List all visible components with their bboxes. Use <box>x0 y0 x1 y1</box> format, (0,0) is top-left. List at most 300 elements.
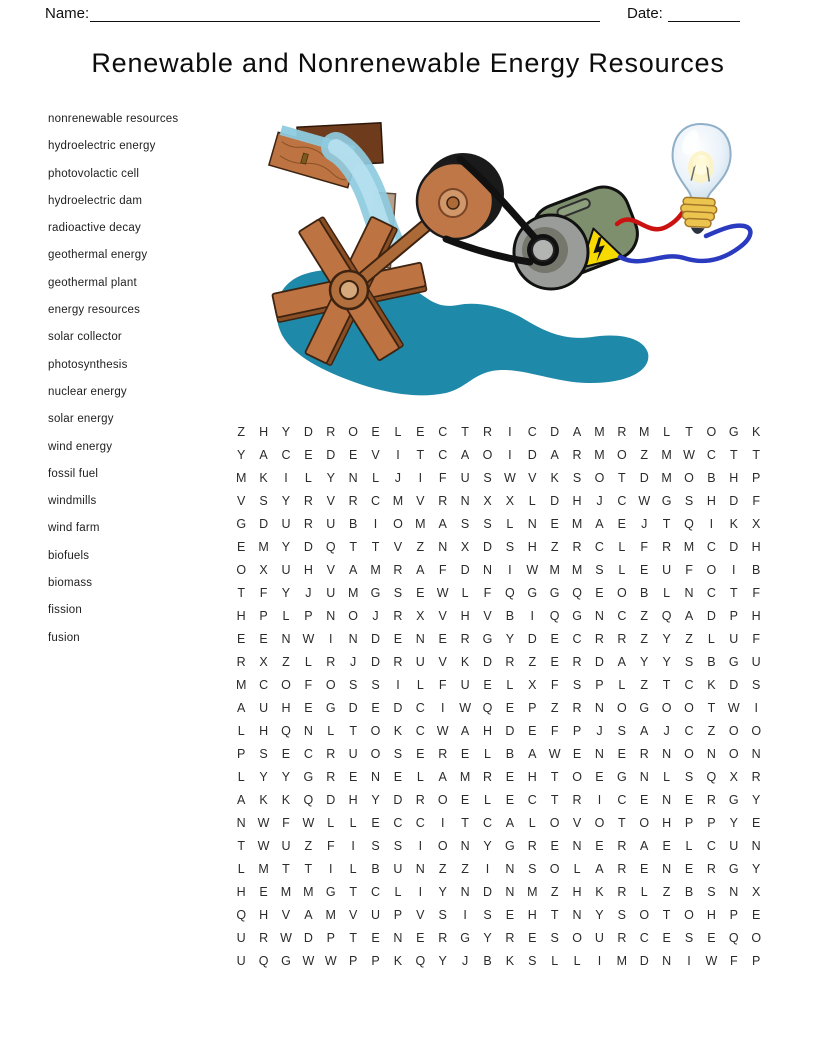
grid-letter: F <box>259 585 268 600</box>
grid-letter: N <box>751 838 761 853</box>
grid-letter: T <box>349 539 357 554</box>
grid-letter: Z <box>685 631 693 646</box>
grid-letter: Y <box>281 769 291 784</box>
grid-letter: V <box>416 907 425 922</box>
date-label: Date: <box>627 5 663 22</box>
grid-letter: S <box>572 470 582 485</box>
grid-letter: O <box>706 424 717 439</box>
grid-letter: Q <box>303 792 314 807</box>
grid-letter: D <box>729 677 739 692</box>
grid-letter: O <box>616 585 627 600</box>
grid-letter: E <box>371 424 380 439</box>
grid-letter: P <box>729 907 738 922</box>
grid-letter: Y <box>662 631 671 646</box>
grid-letter: S <box>483 470 492 485</box>
grid-letter: W <box>302 815 315 830</box>
grid-letter: U <box>415 654 425 669</box>
grid-letter: E <box>505 792 515 807</box>
grid-letter: O <box>236 562 247 577</box>
grid-letter: D <box>393 792 403 807</box>
grid-letter: E <box>348 769 358 784</box>
grid-letter: N <box>594 608 604 623</box>
grid-letter: N <box>505 861 515 876</box>
grid-letter: G <box>527 585 538 600</box>
grid-letter: Y <box>237 447 246 462</box>
grid-letter: M <box>594 447 605 462</box>
grid-letter: P <box>371 953 380 968</box>
grid-letter: N <box>415 861 425 876</box>
grid-letter: P <box>595 677 604 692</box>
grid-letter: I <box>709 516 714 531</box>
grid-letter: A <box>595 861 604 876</box>
grid-letter: S <box>348 677 358 692</box>
grid-letter: R <box>572 447 582 462</box>
grid-letter: R <box>460 631 470 646</box>
grid-letter: L <box>372 470 380 485</box>
grid-letter: A <box>237 700 246 715</box>
grid-letter: D <box>371 631 381 646</box>
grid-letter: E <box>595 769 604 784</box>
grid-letter: A <box>259 447 268 462</box>
grid-letter: V <box>416 493 425 508</box>
grid-letter: X <box>483 493 492 508</box>
grid-letter: E <box>416 424 425 439</box>
grid-letter: O <box>370 723 381 738</box>
grid-letter: R <box>706 861 716 876</box>
grid-letter: I <box>508 447 512 462</box>
grid-letter: X <box>259 562 268 577</box>
bulb-screw-base <box>679 197 717 235</box>
grid-letter: I <box>485 861 490 876</box>
grid-letter: R <box>393 562 403 577</box>
grid-letter: F <box>640 539 649 554</box>
grid-letter: T <box>729 447 738 462</box>
grid-letter: T <box>550 769 559 784</box>
grid-letter: M <box>325 907 336 922</box>
grid-letter: E <box>662 930 671 945</box>
grid-letter: S <box>371 677 380 692</box>
grid-letter: G <box>505 838 515 853</box>
grid-letter: P <box>259 608 268 623</box>
grid-letter: E <box>259 884 268 899</box>
grid-letter: N <box>662 792 672 807</box>
word-list-item: windmills <box>48 495 97 508</box>
grid-letter: L <box>461 585 469 600</box>
grid-letter: H <box>729 470 739 485</box>
letter-grid <box>230 420 767 972</box>
grid-letter: C <box>393 815 403 830</box>
grid-letter: R <box>572 700 582 715</box>
grid-letter: W <box>727 700 740 715</box>
grid-letter: I <box>396 447 400 462</box>
grid-letter: E <box>460 792 470 807</box>
grid-letter: Q <box>706 769 717 784</box>
grid-letter: A <box>460 447 470 462</box>
grid-letter: L <box>327 815 335 830</box>
grid-letter: N <box>415 631 425 646</box>
word-list-item: fission <box>48 604 82 617</box>
grid-letter: W <box>257 815 270 830</box>
grid-letter: Q <box>281 723 291 738</box>
grid-letter: Z <box>640 447 649 462</box>
grid-letter: G <box>325 700 336 715</box>
grid-letter: E <box>483 677 492 692</box>
grid-letter: Z <box>662 884 671 899</box>
grid-letter: Q <box>505 585 515 600</box>
grid-letter: V <box>371 447 380 462</box>
grid-letter: R <box>527 838 537 853</box>
grid-letter: G <box>728 861 739 876</box>
grid-letter: O <box>572 930 582 945</box>
grid-letter: R <box>438 493 448 508</box>
grid-letter: L <box>394 424 402 439</box>
grid-letter: P <box>304 608 313 623</box>
word-list <box>48 106 233 652</box>
grid-letter: L <box>528 493 536 508</box>
grid-letter: G <box>236 516 247 531</box>
grid-letter: P <box>752 470 761 485</box>
grid-letter: J <box>663 723 670 738</box>
grid-letter: C <box>684 677 694 692</box>
grid-letter: L <box>573 953 581 968</box>
grid-letter: O <box>616 447 627 462</box>
grid-letter: R <box>348 493 358 508</box>
grid-letter: V <box>483 608 492 623</box>
grid-letter: E <box>550 654 559 669</box>
grid-letter: P <box>707 815 716 830</box>
grid-letter: U <box>259 700 269 715</box>
grid-letter: S <box>393 746 403 761</box>
grid-letter: R <box>594 631 604 646</box>
grid-letter: F <box>729 953 738 968</box>
grid-letter: H <box>527 907 537 922</box>
grid-letter: C <box>371 493 381 508</box>
grid-letter: I <box>373 516 378 531</box>
grid-letter: N <box>729 884 739 899</box>
grid-letter: A <box>595 516 604 531</box>
grid-letter: B <box>348 516 358 531</box>
grid-letter: J <box>394 470 402 485</box>
grid-letter: D <box>303 930 313 945</box>
grid-letter: E <box>528 723 537 738</box>
grid-letter: O <box>370 746 381 761</box>
grid-letter: U <box>281 562 291 577</box>
grid-letter: H <box>706 907 716 922</box>
grid-letter: N <box>639 769 649 784</box>
grid-letter: O <box>393 516 403 531</box>
grid-letter: O <box>616 700 627 715</box>
grid-letter: Y <box>281 493 291 508</box>
grid-letter: H <box>259 723 269 738</box>
grid-letter: R <box>438 930 448 945</box>
grid-letter: O <box>728 746 739 761</box>
grid-letter: F <box>483 585 492 600</box>
grid-letter: Y <box>259 769 268 784</box>
grid-letter: N <box>371 769 381 784</box>
grid-letter: E <box>595 585 604 600</box>
grid-letter: Q <box>728 930 739 945</box>
grid-letter: L <box>237 769 245 784</box>
grid-letter: S <box>684 493 694 508</box>
grid-letter: N <box>326 608 336 623</box>
grid-letter: T <box>371 539 380 554</box>
grid-letter: U <box>393 861 403 876</box>
grid-letter: L <box>573 861 581 876</box>
grid-letter: Y <box>483 930 492 945</box>
grid-letter: S <box>684 930 694 945</box>
grid-letter: G <box>460 930 470 945</box>
grid-letter: P <box>729 608 738 623</box>
grid-letter: E <box>572 746 582 761</box>
grid-letter: M <box>661 447 672 462</box>
grid-letter: D <box>482 884 492 899</box>
grid-letter: T <box>282 861 290 876</box>
grid-letter: P <box>572 723 582 738</box>
grid-letter: V <box>572 815 582 830</box>
grid-letter: H <box>259 907 269 922</box>
grid-letter: E <box>505 907 515 922</box>
grid-letter: M <box>594 424 605 439</box>
grid-letter: B <box>505 608 515 623</box>
grid-letter: N <box>572 838 582 853</box>
grid-letter: B <box>371 861 380 876</box>
grid-letter: L <box>618 539 626 554</box>
grid-letter: Z <box>550 700 559 715</box>
grid-letter: A <box>505 815 515 830</box>
grid-letter: P <box>348 953 358 968</box>
grid-letter: E <box>617 516 626 531</box>
grid-letter: T <box>237 585 246 600</box>
grid-letter: H <box>348 792 358 807</box>
grid-letter: V <box>438 608 447 623</box>
grid-letter: D <box>729 539 739 554</box>
grid-letter: O <box>684 907 694 922</box>
grid-letter: S <box>572 677 582 692</box>
grid-letter: O <box>751 930 762 945</box>
grid-letter: T <box>550 907 559 922</box>
wire-blue <box>620 226 750 262</box>
grid-letter: N <box>393 930 403 945</box>
grid-letter: N <box>662 746 672 761</box>
grid-letter: N <box>751 746 761 761</box>
grid-letter: O <box>661 700 672 715</box>
grid-letter: Z <box>237 424 246 439</box>
grid-letter: E <box>348 447 358 462</box>
grid-letter: Z <box>640 677 649 692</box>
grid-letter: L <box>618 677 626 692</box>
grid-letter: S <box>393 838 403 853</box>
grid-letter: D <box>639 470 649 485</box>
grid-letter: S <box>438 907 447 922</box>
grid-letter: Z <box>282 654 290 669</box>
grid-letter: S <box>707 884 716 899</box>
grid-letter: H <box>751 539 761 554</box>
grid-letter: Y <box>281 424 291 439</box>
name-blank-line <box>90 21 600 22</box>
grid-letter: M <box>549 562 560 577</box>
grid-letter: L <box>685 838 693 853</box>
grid-letter: R <box>751 769 761 784</box>
grid-letter: M <box>235 470 247 485</box>
grid-letter: A <box>460 723 470 738</box>
grid-letter: P <box>752 953 761 968</box>
grid-letter: P <box>237 746 246 761</box>
grid-letter: U <box>348 746 358 761</box>
grid-letter: T <box>707 700 716 715</box>
grid-letter: S <box>460 516 470 531</box>
grid-letter: E <box>237 539 246 554</box>
word-list-item: energy resources <box>48 304 141 317</box>
grid-letter: Y <box>281 585 291 600</box>
grid-letter: J <box>350 654 357 669</box>
grid-letter: T <box>349 930 357 945</box>
grid-letter: H <box>527 539 537 554</box>
grid-letter: B <box>640 585 649 600</box>
word-list-item: geothermal energy <box>48 249 148 262</box>
grid-letter: C <box>415 723 425 738</box>
grid-letter: I <box>754 700 758 715</box>
grid-letter: C <box>281 447 291 462</box>
grid-letter: C <box>527 424 537 439</box>
grid-letter: S <box>550 930 559 945</box>
grid-letter: S <box>483 516 492 531</box>
grid-letter: H <box>706 493 716 508</box>
word-list-item: fusion <box>48 631 80 644</box>
grid-letter: O <box>751 723 762 738</box>
grid-letter: H <box>751 608 761 623</box>
grid-letter: M <box>258 539 269 554</box>
grid-letter: S <box>752 677 761 692</box>
grid-letter: C <box>706 838 716 853</box>
grid-letter: R <box>706 792 716 807</box>
grid-letter: H <box>236 608 246 623</box>
grid-letter: E <box>550 631 559 646</box>
grid-letter: U <box>326 585 336 600</box>
grid-letter: D <box>594 654 604 669</box>
grid-letter: E <box>438 631 447 646</box>
grid-letter: G <box>303 769 314 784</box>
grid-letter: X <box>505 493 515 508</box>
grid-letter: C <box>259 677 269 692</box>
grid-letter: K <box>393 953 403 968</box>
grid-letter: K <box>393 723 403 738</box>
grid-letter: Y <box>505 631 515 646</box>
grid-letter: D <box>482 539 492 554</box>
word-list-item: biomass <box>48 577 93 590</box>
grid-letter: F <box>685 562 693 577</box>
grid-letter: G <box>549 585 560 600</box>
grid-letter: E <box>416 746 425 761</box>
grid-letter: C <box>438 424 448 439</box>
grid-letter: A <box>572 424 582 439</box>
grid-letter: V <box>326 493 335 508</box>
grid-letter: I <box>418 838 423 853</box>
grid-letter: R <box>617 838 627 853</box>
grid-letter: O <box>639 815 650 830</box>
grid-letter: B <box>752 562 761 577</box>
grid-letter: Z <box>461 861 469 876</box>
grid-letter: R <box>393 654 403 669</box>
grid-letter: S <box>259 493 268 508</box>
grid-letter: K <box>259 470 268 485</box>
grid-letter: I <box>463 907 467 922</box>
grid-letter: M <box>661 470 672 485</box>
grid-letter: E <box>550 516 559 531</box>
grid-letter: V <box>348 907 358 922</box>
grid-letter: E <box>752 815 761 830</box>
grid-letter: R <box>572 792 582 807</box>
grid-letter: J <box>641 516 648 531</box>
grid-letter: T <box>461 424 469 439</box>
grid-letter: D <box>527 631 537 646</box>
word-list-item: radioactive decay <box>48 222 141 235</box>
grid-letter: R <box>617 424 627 439</box>
grid-letter: Y <box>371 792 380 807</box>
grid-letter: K <box>505 953 515 968</box>
grid-letter: C <box>617 493 627 508</box>
grid-letter: W <box>548 746 561 761</box>
grid-letter: F <box>752 585 760 600</box>
grid-letter: M <box>415 516 426 531</box>
grid-letter: E <box>617 746 626 761</box>
grid-letter: U <box>729 631 739 646</box>
grid-letter: R <box>438 746 448 761</box>
grid-letter: N <box>594 700 604 715</box>
grid-letter: O <box>437 838 448 853</box>
word-list-item: hydroelectric energy <box>48 140 156 153</box>
grid-letter: D <box>326 792 336 807</box>
word-list-item: solar collector <box>48 331 122 344</box>
grid-letter: X <box>528 677 537 692</box>
grid-letter: W <box>705 953 718 968</box>
grid-letter: C <box>303 746 313 761</box>
grid-letter: V <box>528 470 537 485</box>
grid-letter: R <box>303 516 313 531</box>
grid-letter: B <box>483 953 492 968</box>
grid-letter: V <box>326 562 335 577</box>
grid-letter: I <box>440 700 445 715</box>
grid-letter: W <box>526 562 539 577</box>
grid-letter: I <box>597 953 602 968</box>
grid-letter: Q <box>661 608 672 623</box>
grid-letter: O <box>684 470 694 485</box>
grid-letter: R <box>482 769 492 784</box>
grid-letter: Z <box>528 654 537 669</box>
grid-letter: M <box>370 562 381 577</box>
grid-letter: E <box>752 907 761 922</box>
grid-letter: T <box>304 861 313 876</box>
grid-letter: E <box>550 838 559 853</box>
grid-letter: H <box>572 884 582 899</box>
grid-letter: E <box>393 631 403 646</box>
grid-letter: W <box>503 470 516 485</box>
grid-letter: Y <box>326 470 335 485</box>
grid-letter: J <box>305 585 312 600</box>
grid-letter: G <box>325 884 336 899</box>
grid-letter: D <box>348 700 358 715</box>
grid-letter: W <box>280 930 292 945</box>
grid-letter: N <box>662 953 672 968</box>
grid-letter: C <box>617 608 627 623</box>
grid-letter: U <box>729 838 739 853</box>
grid-letter: I <box>418 884 423 899</box>
grid-letter: T <box>237 838 246 853</box>
grid-letter: T <box>349 884 357 899</box>
grid-letter: I <box>732 562 736 577</box>
grid-letter: K <box>259 792 268 807</box>
grid-letter: I <box>418 470 423 485</box>
grid-letter: S <box>617 723 626 738</box>
